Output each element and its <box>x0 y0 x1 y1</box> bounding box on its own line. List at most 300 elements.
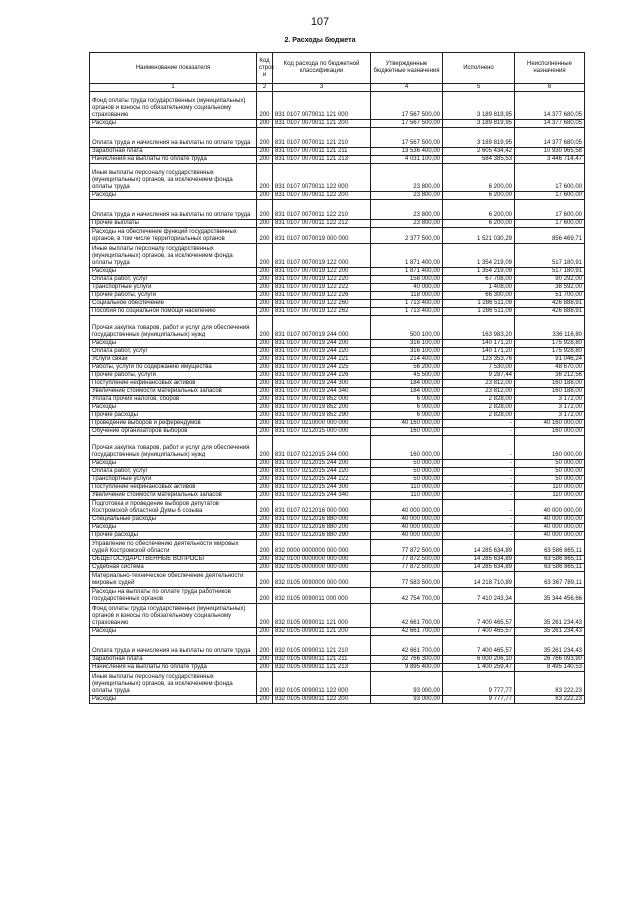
table-row <box>90 412 585 420</box>
row-executed: - <box>443 428 515 436</box>
row-approved: 158 000,00 <box>371 276 443 284</box>
column-number: 2 <box>257 84 273 92</box>
row-budget-code: 832 0100 0000000 000 000 <box>273 556 371 564</box>
row-unexecuted: 426 888,91 <box>515 308 585 316</box>
row-line-code: 200 <box>257 316 273 340</box>
row-approved: 50 000,00 <box>371 460 443 468</box>
table-row <box>90 564 585 572</box>
row-executed: 140 171,20 <box>443 348 515 356</box>
row-approved: 42 661 700,00 <box>371 604 443 628</box>
row-executed: 6 000 206,10 <box>443 656 515 664</box>
row-approved: 23 800,00 <box>371 200 443 220</box>
row-executed: 66 300,00 <box>443 292 515 300</box>
row-executed: 3 189 819,95 <box>443 92 515 120</box>
row-name: Заработная плата <box>90 656 257 664</box>
row-unexecuted: 35 261 234,43 <box>515 628 585 636</box>
row-budget-code: 831 0107 0070019 244 300 <box>273 380 371 388</box>
row-approved: 1 713 400,00 <box>371 300 443 308</box>
row-name: Расходы <box>90 696 257 704</box>
table-row <box>90 468 585 476</box>
row-approved: 93 000,00 <box>371 696 443 704</box>
header-indicator-name: Наименование показателя <box>90 53 257 84</box>
table-row <box>90 316 585 340</box>
row-executed: - <box>443 484 515 492</box>
row-budget-code: 832 0105 0090011 122 000 <box>273 672 371 696</box>
row-unexecuted: 38 592,00 <box>515 284 585 292</box>
row-name: Прочие расходы <box>90 532 257 540</box>
table-row <box>90 664 585 672</box>
table-row <box>90 696 585 704</box>
row-approved: 40 000 000,00 <box>371 532 443 540</box>
row-line-code: 200 <box>257 628 273 636</box>
row-unexecuted: 35 261 234,43 <box>515 636 585 656</box>
row-unexecuted: 17 600,00 <box>515 200 585 220</box>
row-budget-code: 831 0107 0070011 122 000 <box>273 164 371 192</box>
row-budget-code: 831 0107 0070019 122 200 <box>273 268 371 276</box>
row-line-code: 200 <box>257 428 273 436</box>
row-name: Поступление нефинансовых активов <box>90 484 257 492</box>
row-line-code: 200 <box>257 404 273 412</box>
row-executed: 1 354 219,09 <box>443 268 515 276</box>
row-name: Подготовка и проведение выборов депутатов Костромской областной Думы 6 созыва <box>90 500 257 516</box>
row-approved: 45 500,00 <box>371 372 443 380</box>
row-line-code: 200 <box>257 636 273 656</box>
row-unexecuted: 336 116,80 <box>515 316 585 340</box>
row-name: Прочая закупка товаров, работ и услуг для обеспечения государственных (муниципальных) нужд <box>90 436 257 460</box>
row-executed: 7 400 465,57 <box>443 628 515 636</box>
row-budget-code: 831 0107 0212015 244 000 <box>273 436 371 460</box>
row-line-code: 200 <box>257 484 273 492</box>
row-unexecuted: 83 222,23 <box>515 672 585 696</box>
table-row <box>90 284 585 292</box>
table-row <box>90 348 585 356</box>
row-approved: 40 000,00 <box>371 284 443 292</box>
row-line-code: 200 <box>257 192 273 200</box>
row-budget-code: 831 0107 0212015 244 200 <box>273 460 371 468</box>
row-executed: 6 200,00 <box>443 192 515 200</box>
row-executed: - <box>443 492 515 500</box>
row-approved: 17 567 500,00 <box>371 120 443 128</box>
row-unexecuted: 50 000,00 <box>515 476 585 484</box>
row-line-code: 200 <box>257 492 273 500</box>
row-executed: 7 410 243,34 <box>443 588 515 604</box>
row-unexecuted: 83 222,23 <box>515 696 585 704</box>
row-budget-code: 831 0107 0070019 244 000 <box>273 316 371 340</box>
row-name: Иные выплаты персоналу государственных (муниципальных) органов, за исключением фонда оплаты труда <box>90 164 257 192</box>
row-unexecuted: 40 000 000,00 <box>515 524 585 532</box>
row-line-code: 200 <box>257 292 273 300</box>
row-name: Транспортные услуги <box>90 476 257 484</box>
row-executed: 14 285 634,89 <box>443 564 515 572</box>
row-name: Обучение организаторов выборов <box>90 428 257 436</box>
row-name: Фонд оплаты труда государственных (муниципальных) органов и взносы по обязательному социальному страхованию <box>90 92 257 120</box>
row-executed: - <box>443 524 515 532</box>
row-executed: 23 812,00 <box>443 388 515 396</box>
row-budget-code: 831 0107 0070019 122 262 <box>273 308 371 316</box>
row-unexecuted: 90 292,00 <box>515 276 585 284</box>
row-line-code: 200 <box>257 500 273 516</box>
table-row <box>90 524 585 532</box>
row-executed: 7 400 465,57 <box>443 636 515 656</box>
row-name: Уплата прочих налогов, сборов <box>90 396 257 404</box>
table-row <box>90 156 585 164</box>
row-executed: 1 286 511,09 <box>443 300 515 308</box>
table-row <box>90 532 585 540</box>
column-number: 6 <box>515 84 585 92</box>
row-line-code: 200 <box>257 664 273 672</box>
row-line-code: 200 <box>257 348 273 356</box>
table-row <box>90 244 585 268</box>
table-row <box>90 372 585 380</box>
row-line-code: 200 <box>257 200 273 220</box>
row-unexecuted: 175 928,80 <box>515 348 585 356</box>
row-executed: 2 828,00 <box>443 396 515 404</box>
table-row <box>90 500 585 516</box>
row-budget-code: 831 0107 0070011 121 200 <box>273 120 371 128</box>
row-line-code: 200 <box>257 300 273 308</box>
row-name: Прочие работы, услуги <box>90 372 257 380</box>
row-unexecuted: 517 180,91 <box>515 244 585 268</box>
row-name: Оплата работ, услуг <box>90 348 257 356</box>
row-approved: 40 000 000,00 <box>371 516 443 524</box>
row-line-code: 200 <box>257 128 273 148</box>
row-name: Проведение выборов и референдумов <box>90 420 257 428</box>
row-budget-code: 831 0107 0212016 000 000 <box>273 500 371 516</box>
header-unexecuted: Неисполненные назначения <box>515 53 585 84</box>
row-executed: 9 287,44 <box>443 372 515 380</box>
row-unexecuted: 35 344 456,66 <box>515 588 585 604</box>
row-name: Увеличение стоимости материальных запасов <box>90 492 257 500</box>
row-unexecuted: 3 172,00 <box>515 404 585 412</box>
table-row <box>90 428 585 436</box>
row-name: Судебная система <box>90 564 257 572</box>
table-row <box>90 388 585 396</box>
row-budget-code: 831 0107 0070011 122 200 <box>273 192 371 200</box>
row-executed: 6 200,00 <box>443 200 515 220</box>
table-row <box>90 628 585 636</box>
table-row <box>90 164 585 192</box>
row-budget-code: 831 0107 0210000 000 000 <box>273 420 371 428</box>
row-unexecuted: 14 377 680,05 <box>515 120 585 128</box>
row-line-code: 200 <box>257 696 273 704</box>
row-approved: 77 583 500,00 <box>371 572 443 588</box>
table-row <box>90 300 585 308</box>
row-unexecuted: 17 600,00 <box>515 220 585 228</box>
row-executed: - <box>443 436 515 460</box>
row-approved: 23 800,00 <box>371 164 443 192</box>
row-budget-code: 831 0107 0070019 000 000 <box>273 228 371 244</box>
table-row <box>90 404 585 412</box>
row-name: Расходы <box>90 340 257 348</box>
row-unexecuted: 36 212,56 <box>515 372 585 380</box>
row-line-code: 200 <box>257 564 273 572</box>
row-budget-code: 832 0105 0090000 000 000 <box>273 572 371 588</box>
row-budget-code: 832 0105 0090011 122 200 <box>273 696 371 704</box>
row-name: Оплата работ, услуг <box>90 276 257 284</box>
row-line-code: 200 <box>257 556 273 564</box>
row-unexecuted: 63 586 865,11 <box>515 556 585 564</box>
row-unexecuted: 50 000,00 <box>515 468 585 476</box>
table-row <box>90 420 585 428</box>
row-executed: 7 400 465,57 <box>443 604 515 628</box>
row-budget-code: 831 0107 0212015 244 222 <box>273 476 371 484</box>
row-line-code: 200 <box>257 156 273 164</box>
row-name: Прочая закупка товаров, работ и услуг для обеспечения государственных (муниципальных) нужд <box>90 316 257 340</box>
row-approved: 6 000,00 <box>371 412 443 420</box>
row-name: Иные выплаты персоналу государственных (муниципальных) органов, за исключением фонда оплаты труда <box>90 672 257 696</box>
row-name: Прочие выплаты <box>90 220 257 228</box>
row-name: Расходы <box>90 404 257 412</box>
row-executed: 123 353,76 <box>443 356 515 364</box>
row-executed: 1 408,00 <box>443 284 515 292</box>
row-approved: 93 000,00 <box>371 672 443 696</box>
row-name: Оплата труда и начисления на выплаты по оплате труда <box>90 636 257 656</box>
row-budget-code: 831 0107 0212015 244 340 <box>273 492 371 500</box>
row-approved: 17 567 500,00 <box>371 92 443 120</box>
row-budget-code: 831 0107 0212016 880 200 <box>273 524 371 532</box>
row-unexecuted: 110 000,00 <box>515 492 585 500</box>
row-approved: 40 160 000,00 <box>371 420 443 428</box>
row-budget-code: 831 0107 0212016 880 290 <box>273 532 371 540</box>
row-unexecuted: 426 888,91 <box>515 300 585 308</box>
row-budget-code: 831 0107 0070011 122 212 <box>273 220 371 228</box>
row-approved: 42 754 700,00 <box>371 588 443 604</box>
row-name: Заработная плата <box>90 148 257 156</box>
row-approved: 214 400,00 <box>371 356 443 364</box>
table-row <box>90 356 585 364</box>
row-unexecuted: 160 188,00 <box>515 388 585 396</box>
row-approved: 110 000,00 <box>371 484 443 492</box>
row-approved: 77 872 500,00 <box>371 540 443 556</box>
row-approved: 77 872 500,00 <box>371 564 443 572</box>
row-executed: - <box>443 460 515 468</box>
table-row <box>90 484 585 492</box>
row-name: Расходы <box>90 120 257 128</box>
row-executed: 163 983,20 <box>443 316 515 340</box>
row-executed: 67 708,00 <box>443 276 515 284</box>
row-unexecuted: 40 160 000,00 <box>515 420 585 428</box>
header-budget-code: Код расхода по бюджетной классификации <box>273 53 371 84</box>
row-unexecuted: 48 670,00 <box>515 364 585 372</box>
section-title: 2. Расходы бюджета <box>284 37 356 44</box>
row-executed: - <box>443 500 515 516</box>
row-unexecuted: 63 586 865,11 <box>515 564 585 572</box>
row-line-code: 200 <box>257 412 273 420</box>
table-row <box>90 92 585 120</box>
row-executed: 1 400 259,47 <box>443 664 515 672</box>
row-name: Расходы <box>90 460 257 468</box>
row-approved: 32 766 300,00 <box>371 656 443 664</box>
table-row <box>90 656 585 664</box>
row-budget-code: 832 0105 0090011 121 000 <box>273 604 371 628</box>
row-approved: 23 800,00 <box>371 220 443 228</box>
row-executed: 14 218 710,89 <box>443 572 515 588</box>
row-line-code: 200 <box>257 92 273 120</box>
row-line-code: 200 <box>257 524 273 532</box>
row-executed: 6 200,00 <box>443 220 515 228</box>
row-line-code: 200 <box>257 372 273 380</box>
row-budget-code: 832 0105 0090011 121 200 <box>273 628 371 636</box>
table-row <box>90 292 585 300</box>
row-approved: 56 200,00 <box>371 364 443 372</box>
row-budget-code: 832 0000 0000000 000 000 <box>273 540 371 556</box>
row-budget-code: 831 0107 0070019 122 226 <box>273 292 371 300</box>
row-unexecuted: 8 495 140,53 <box>515 664 585 672</box>
row-unexecuted: 35 261 234,43 <box>515 604 585 628</box>
row-name: Прочие расходы <box>90 412 257 420</box>
row-unexecuted: 91 046,24 <box>515 356 585 364</box>
row-executed: 1 521 030,29 <box>443 228 515 244</box>
row-approved: 1 871 400,00 <box>371 268 443 276</box>
row-line-code: 200 <box>257 364 273 372</box>
row-line-code: 200 <box>257 540 273 556</box>
row-budget-code: 832 0105 0090011 121 213 <box>273 664 371 672</box>
table-row <box>90 436 585 460</box>
row-approved: 77 872 500,00 <box>371 556 443 564</box>
row-approved: 23 800,00 <box>371 192 443 200</box>
row-approved: 6 000,00 <box>371 404 443 412</box>
row-approved: 50 000,00 <box>371 476 443 484</box>
row-budget-code: 831 0107 0070011 121 210 <box>273 128 371 148</box>
row-budget-code: 831 0107 0070011 122 210 <box>273 200 371 220</box>
row-executed: 14 285 634,89 <box>443 556 515 564</box>
row-budget-code: 831 0107 0070011 121 000 <box>273 92 371 120</box>
row-approved: 500 100,00 <box>371 316 443 340</box>
row-name: Пособия по социальной помощи населению <box>90 308 257 316</box>
row-name: Иные выплаты персоналу государственных (муниципальных) органов, за исключением фонда оплаты труда <box>90 244 257 268</box>
row-budget-code: 831 0107 0070019 122 260 <box>273 300 371 308</box>
row-name: Расходы <box>90 628 257 636</box>
row-budget-code: 831 0107 0212016 880 000 <box>273 516 371 524</box>
table-row <box>90 200 585 220</box>
row-budget-code: 831 0107 0070019 244 225 <box>273 364 371 372</box>
row-line-code: 200 <box>257 380 273 388</box>
table-row <box>90 540 585 556</box>
row-budget-code: 831 0107 0070011 121 213 <box>273 156 371 164</box>
row-name: Начисления на выплаты по оплате труда <box>90 664 257 672</box>
table-body <box>90 92 585 704</box>
table-row <box>90 276 585 284</box>
row-budget-code: 832 0105 0090011 121 210 <box>273 636 371 656</box>
table-row <box>90 120 585 128</box>
row-executed: 6 200,00 <box>443 164 515 192</box>
row-line-code: 200 <box>257 672 273 696</box>
row-approved: 1 871 400,00 <box>371 244 443 268</box>
page-number: 107 <box>310 16 330 28</box>
row-unexecuted: 517 180,91 <box>515 268 585 276</box>
row-line-code: 200 <box>257 120 273 128</box>
row-unexecuted: 50 000,00 <box>515 460 585 468</box>
row-line-code: 200 <box>257 396 273 404</box>
table-row <box>90 672 585 696</box>
row-approved: 50 000,00 <box>371 468 443 476</box>
row-approved: 42 661 700,00 <box>371 628 443 636</box>
table-row <box>90 128 585 148</box>
row-budget-code: 831 0107 0212015 244 300 <box>273 484 371 492</box>
column-number: 4 <box>371 84 443 92</box>
row-budget-code: 831 0107 0212015 244 220 <box>273 468 371 476</box>
row-line-code: 200 <box>257 244 273 268</box>
row-unexecuted: 14 377 680,05 <box>515 128 585 148</box>
header-executed: Исполнено <box>443 53 515 84</box>
table-row <box>90 604 585 628</box>
row-executed: 3 189 819,95 <box>443 120 515 128</box>
row-unexecuted: 160 188,00 <box>515 380 585 388</box>
row-unexecuted: 26 766 093,90 <box>515 656 585 664</box>
row-approved: 40 000 000,00 <box>371 524 443 532</box>
header-approved: Утвержденные бюджетные назначения <box>371 53 443 84</box>
row-executed: 9 777,77 <box>443 672 515 696</box>
row-executed: - <box>443 468 515 476</box>
row-name: Управление по обеспечению деятельности мировых судей Костромской области <box>90 540 257 556</box>
row-executed: 2 828,00 <box>443 412 515 420</box>
row-budget-code: 831 0107 0070019 122 220 <box>273 276 371 284</box>
row-line-code: 200 <box>257 268 273 276</box>
table-row <box>90 460 585 468</box>
row-budget-code: 831 0107 0070019 852 000 <box>273 396 371 404</box>
row-budget-code: 831 0107 0070019 122 000 <box>273 244 371 268</box>
row-line-code: 200 <box>257 516 273 524</box>
row-executed: 1 354 219,09 <box>443 244 515 268</box>
row-unexecuted: 160 000,00 <box>515 436 585 460</box>
row-approved: 160 000,00 <box>371 436 443 460</box>
row-line-code: 200 <box>257 276 273 284</box>
row-executed: 9 777,77 <box>443 696 515 704</box>
row-approved: 118 000,00 <box>371 292 443 300</box>
row-unexecuted: 856 469,71 <box>515 228 585 244</box>
row-approved: 4 031 100,00 <box>371 156 443 164</box>
row-line-code: 200 <box>257 468 273 476</box>
table-row <box>90 572 585 588</box>
row-budget-code: 831 0107 0070019 244 220 <box>273 348 371 356</box>
row-line-code: 200 <box>257 220 273 228</box>
row-budget-code: 831 0107 0212015 000 000 <box>273 428 371 436</box>
table-row <box>90 476 585 484</box>
row-line-code: 200 <box>257 308 273 316</box>
table-row <box>90 396 585 404</box>
table-row <box>90 636 585 656</box>
row-executed: 7 530,00 <box>443 364 515 372</box>
row-executed: 2 605 434,42 <box>443 148 515 156</box>
row-unexecuted: 40 000 000,00 <box>515 532 585 540</box>
row-line-code: 200 <box>257 340 273 348</box>
row-line-code: 200 <box>257 436 273 460</box>
row-budget-code: 831 0107 0070019 244 221 <box>273 356 371 364</box>
row-unexecuted: 17 600,00 <box>515 192 585 200</box>
row-line-code: 200 <box>257 460 273 468</box>
row-executed: 3 189 819,95 <box>443 128 515 148</box>
row-line-code: 200 <box>257 588 273 604</box>
row-unexecuted: 40 000 000,00 <box>515 500 585 516</box>
row-executed: 23 812,00 <box>443 380 515 388</box>
row-budget-code: 832 0105 0000000 000 000 <box>273 564 371 572</box>
row-approved: 40 000 000,00 <box>371 500 443 516</box>
row-executed: 584 385,53 <box>443 156 515 164</box>
table-row <box>90 516 585 524</box>
table-row <box>90 380 585 388</box>
table-row <box>90 340 585 348</box>
column-number-row <box>90 84 585 92</box>
row-name: Прочие работы, услуги <box>90 292 257 300</box>
row-executed: - <box>443 476 515 484</box>
row-name: Оплата труда и начисления на выплаты по оплате труда <box>90 200 257 220</box>
row-approved: 160 000,00 <box>371 428 443 436</box>
row-unexecuted: 51 700,00 <box>515 292 585 300</box>
row-unexecuted: 17 600,00 <box>515 164 585 192</box>
row-line-code: 200 <box>257 284 273 292</box>
row-line-code: 200 <box>257 572 273 588</box>
row-approved: 184 000,00 <box>371 380 443 388</box>
